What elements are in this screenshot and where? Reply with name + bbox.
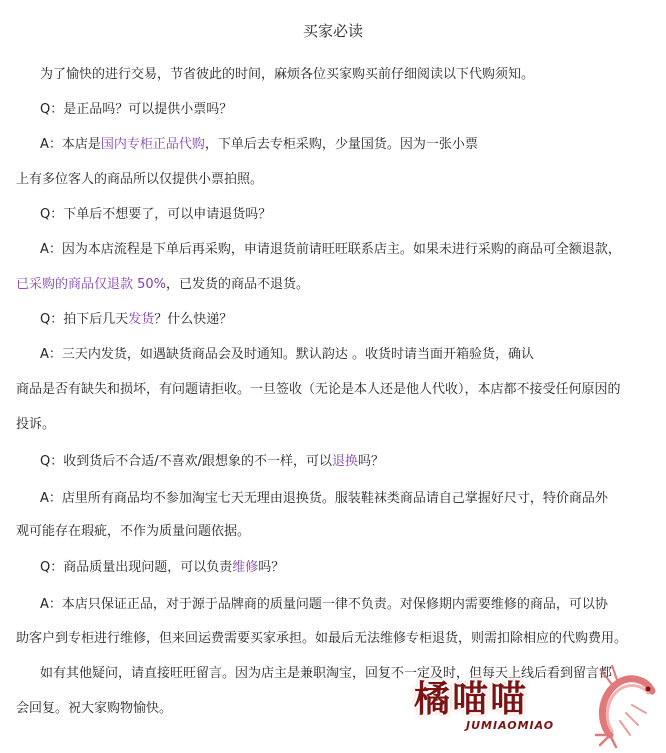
answer-2-line-2: 已采购的商品仅退款 50%，已发货的商品不退货。 bbox=[16, 277, 310, 292]
question-3: Q：拍下后几天发货？什么快递？ bbox=[40, 312, 233, 327]
closing-line-1: 如有其他疑问，请直接旺旺留言。因为店主是兼职淘宝，回复不一定及时，但每天上线后看到留言都 bbox=[40, 666, 613, 681]
question-4: Q：收到货后不合适/不喜欢/跟想象的不一样，可以退换吗？ bbox=[40, 454, 385, 469]
answer-3-line-3: 投诉。 bbox=[16, 417, 56, 432]
question-1: Q：是正品吗？可以提供小票吗？ bbox=[40, 102, 233, 117]
logo-wordmark: 橘喵喵 bbox=[414, 678, 529, 720]
answer-5-line-1: A：本店只保证正品，对于源于品牌商的质量问题一律不负责。对保修期内需要维修的商品，可以协 bbox=[40, 597, 608, 612]
answer-3-line-1: A：三天内发货，如遇缺货商品会及时通知。默认韵达 。收货时请当面开箱验货，确认 bbox=[40, 347, 535, 362]
question-5: Q：商品质量出现问题，可以负责维修吗？ bbox=[40, 560, 285, 575]
answer-1-line-1: A：本店是国内专柜正品代购，下单后去专柜采购，少量国货。因为一张小票 bbox=[40, 137, 478, 152]
question-3-highlight: 发货 bbox=[128, 312, 155, 327]
page-title: 买家必读 bbox=[302, 22, 363, 40]
answer-4-line-1: A：店里所有商品均不参加淘宝七天无理由退换货。服装鞋袜类商品请自己掌握好尺寸，特价商品外 bbox=[40, 491, 608, 506]
shrimp-icon bbox=[590, 665, 662, 749]
shop-logo bbox=[408, 663, 666, 753]
answer-4-line-2: 观可能存在瑕疵，不作为质量问题依据。 bbox=[16, 524, 251, 539]
logo-subtitle: JUMIAOMIAO bbox=[466, 719, 555, 732]
answer-3-line-2: 商品是否有缺失和损坏，有问题请拒收。一旦签收（无论是本人还是他人代收），本店都不接受任何原因的 bbox=[16, 382, 621, 397]
answer-2-highlight: 已采购的商品仅退款 50% bbox=[16, 277, 167, 292]
intro-text: 为了愉快的进行交易，节省彼此的时间，麻烦各位买家购买前仔细阅读以下代购须知。 bbox=[40, 67, 535, 82]
answer-5-line-2: 助客户到专柜进行维修，但来回运费需要买家承担。如最后无法维修专柜退货，则需扣除相应的代购费用。 bbox=[16, 631, 628, 646]
question-4-highlight: 退换 bbox=[332, 454, 359, 469]
answer-1-line-2: 上有多位客人的商品所以仅提供小票拍照。 bbox=[16, 172, 264, 187]
question-5-highlight: 维修 bbox=[232, 560, 259, 575]
question-2: Q：下单后不想要了，可以申请退货吗？ bbox=[40, 207, 272, 222]
closing-line-2: 会回复。祝大家购物愉快。 bbox=[16, 701, 173, 716]
answer-2-line-1: A：因为本店流程是下单后再采购，申请退货前请旺旺联系店主。如果未进行采购的商品可全额退款， bbox=[40, 242, 621, 257]
answer-1-highlight: 国内专柜正品代购 bbox=[100, 137, 205, 152]
